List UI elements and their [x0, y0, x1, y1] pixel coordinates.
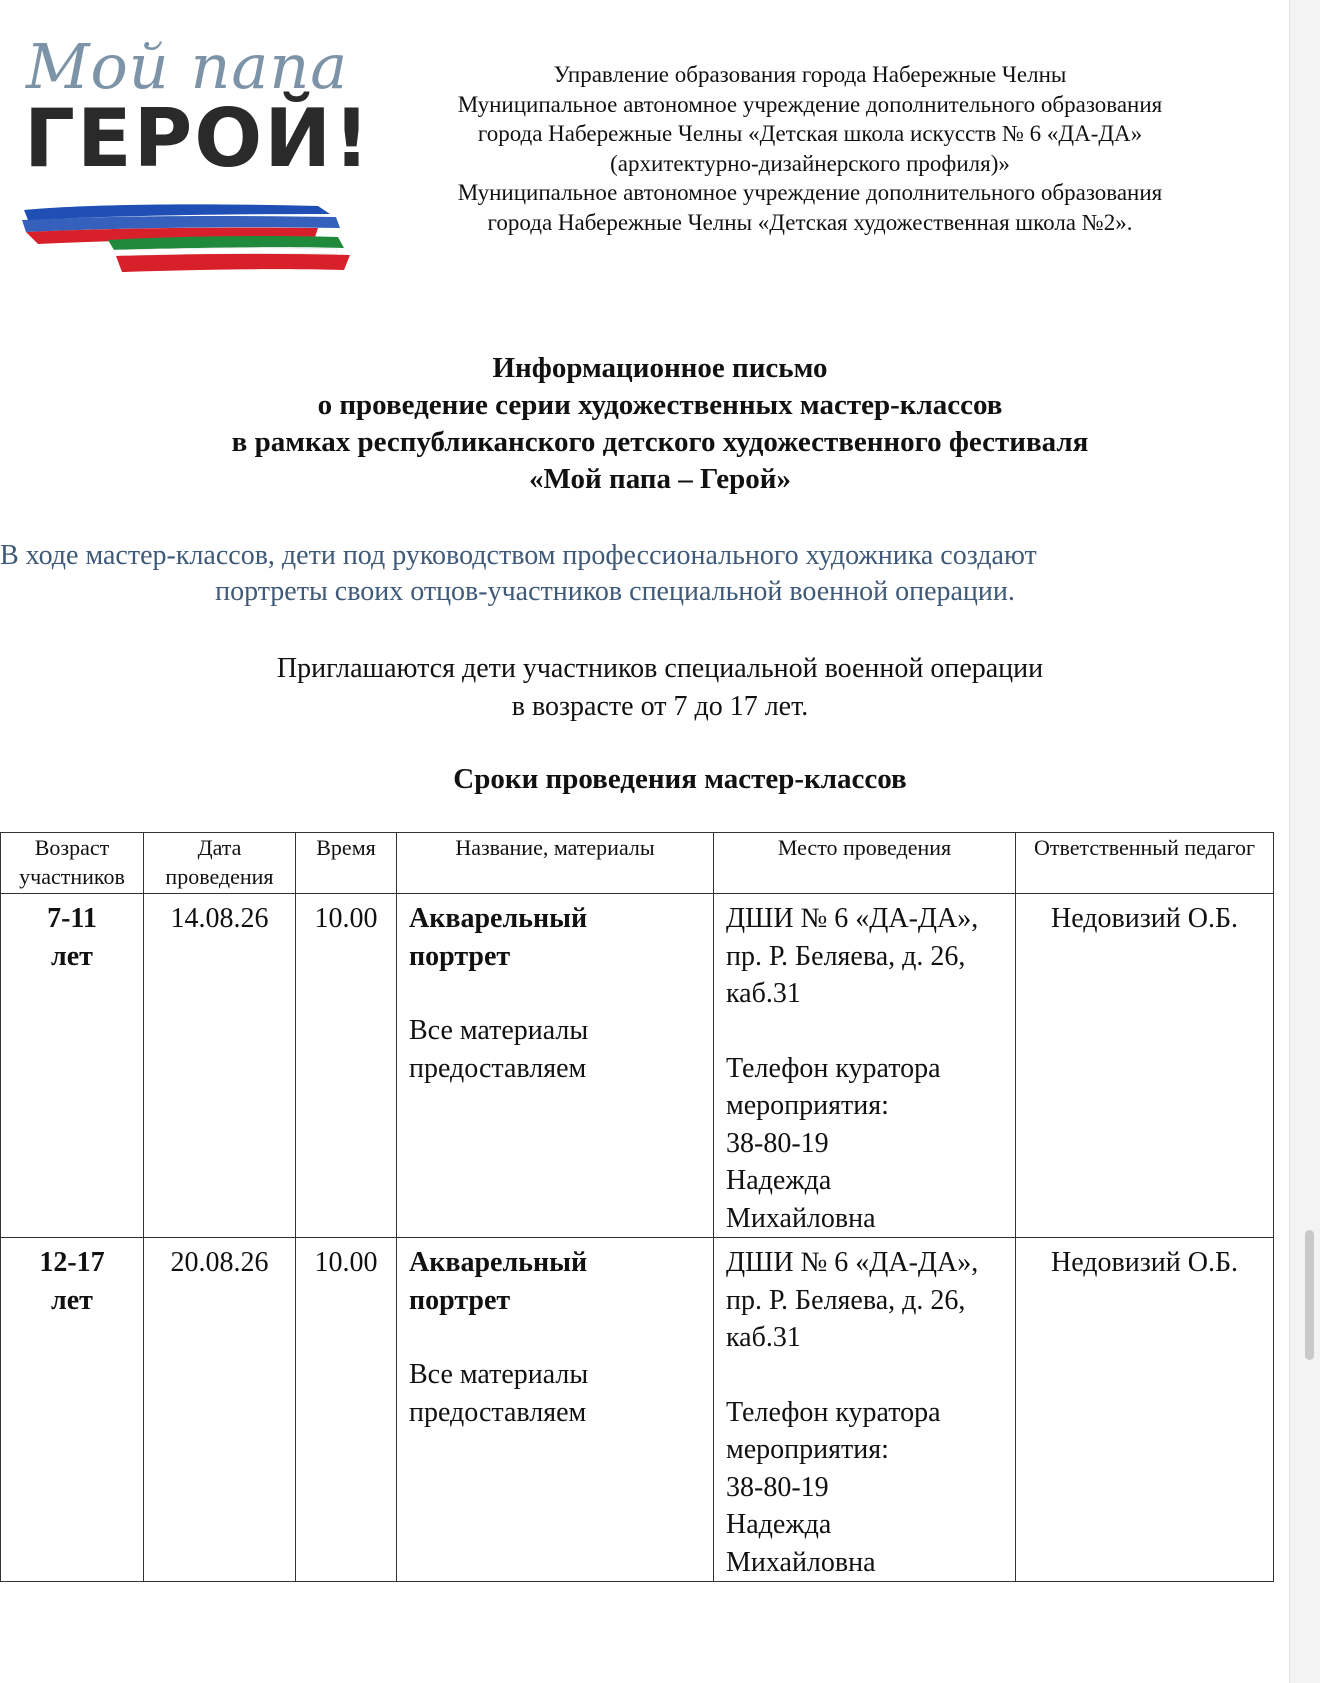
contact-line: мероприятия: — [726, 1434, 889, 1465]
materials-text: предоставляем — [409, 1396, 587, 1428]
place-line: каб.31 — [726, 1322, 801, 1353]
letter-title — [0, 350, 1320, 498]
logo-hero-text: ГЕРОЙ! — [24, 92, 372, 185]
invitation-paragraph — [0, 650, 1320, 726]
contact-line: Михайловна — [726, 1546, 876, 1578]
scrollbar-track[interactable] — [1289, 0, 1320, 1683]
class-name: Акварельный — [409, 903, 588, 934]
age-cell — [1, 1238, 144, 1582]
class-name: портрет — [409, 1284, 511, 1316]
place-cell — [714, 894, 1016, 1238]
contact-phone: 38-80-19 — [726, 1471, 829, 1503]
table-row — [1, 894, 1274, 1238]
age-unit: лет — [51, 940, 93, 972]
class-name: портрет — [409, 940, 511, 972]
name-cell — [397, 894, 714, 1238]
org-line: города Набережные Челны «Детская художественная школа №2». — [487, 209, 1133, 235]
intro-paragraph — [0, 538, 1230, 610]
header-age: Возраст участников — [1, 833, 144, 894]
class-name: Акварельный — [409, 1247, 588, 1278]
place-line: каб.31 — [726, 978, 801, 1009]
place-line: пр. Р. Беляева, д. 26, — [726, 1284, 966, 1316]
org-line: Муниципальное автономное учреждение дополнительного образования — [457, 180, 1163, 205]
place-line: ДШИ № 6 «ДА-ДА», — [726, 1247, 979, 1278]
intro-line-1: В ходе мастер-классов, дети под руководством профессионального художника создают — [0, 540, 1037, 571]
time-cell: 10.00 — [296, 1238, 397, 1582]
intro-line-2: портреты своих отцов-участников специальной военной операции. — [215, 576, 1015, 607]
materials-text: Все материалы — [409, 1015, 589, 1046]
header-place: Место проведения — [714, 833, 1016, 894]
contact-line: мероприятия: — [726, 1090, 889, 1121]
contact-phone: 38-80-19 — [726, 1127, 829, 1159]
name-cell — [397, 1238, 714, 1582]
place-line: ДШИ № 6 «ДА-ДА», — [726, 903, 979, 934]
contact-line: Михайловна — [726, 1202, 876, 1234]
title-line: в рамках республиканского детского художественного фестиваля — [231, 426, 1089, 458]
contact-line: Телефон куратора — [726, 1052, 941, 1084]
header-name: Название, материалы — [397, 833, 714, 894]
table-header-row — [1, 833, 1274, 894]
org-line: города Набережные Челны «Детская школа искусств № 6 «ДА-ДА» — [477, 121, 1143, 146]
organization-header — [380, 60, 1240, 237]
scrollbar-thumb[interactable] — [1305, 1230, 1314, 1360]
place-cell — [714, 1238, 1016, 1582]
schedule-title: Сроки проведения мастер-классов — [453, 763, 907, 795]
date-cell: 20.08.26 — [144, 1238, 296, 1582]
invite-line-2: в возрасте от 7 до 17 лет. — [511, 691, 809, 722]
age-range: 7-11 — [47, 903, 97, 934]
header-teacher: Ответственный педагог — [1016, 833, 1274, 894]
org-line: Муниципальное автономное учреждение дополнительного образования — [457, 91, 1163, 117]
contact-line: Телефон куратора — [726, 1396, 941, 1428]
contact-line: Надежда — [726, 1165, 832, 1196]
schedule-table — [0, 832, 1274, 1582]
age-unit: лет — [51, 1284, 93, 1316]
invite-line-1: Приглашаются дети участников специальной военной операции — [276, 653, 1044, 684]
flag-stripes-icon — [18, 170, 358, 280]
org-line: Управление образования города Набережные Челны — [553, 62, 1067, 87]
age-cell — [1, 894, 144, 1238]
date-cell: 14.08.26 — [144, 894, 296, 1238]
teacher-cell: Недовизий О.Б. — [1016, 894, 1274, 1238]
org-line: (архитектурно-дизайнерского профиля)» — [610, 150, 1010, 176]
place-line: пр. Р. Беляева, д. 26, — [726, 940, 966, 972]
title-line: «Мой папа – Герой» — [529, 463, 791, 495]
title-line: о проведение серии художественных мастер-классов — [317, 389, 1003, 421]
contact-line: Надежда — [726, 1509, 832, 1540]
festival-logo — [18, 30, 372, 260]
table-row — [1, 1238, 1274, 1582]
logo-script-text: Мой папа — [26, 30, 349, 103]
time-cell: 10.00 — [296, 894, 397, 1238]
materials-text: предоставляем — [409, 1052, 587, 1084]
header-time: Время — [296, 833, 397, 894]
teacher-cell: Недовизий О.Б. — [1016, 1238, 1274, 1582]
header-date: Дата проведения — [144, 833, 296, 894]
age-range: 12-17 — [39, 1247, 105, 1278]
materials-text: Все материалы — [409, 1359, 589, 1390]
title-line: Информационное письмо — [492, 352, 828, 384]
